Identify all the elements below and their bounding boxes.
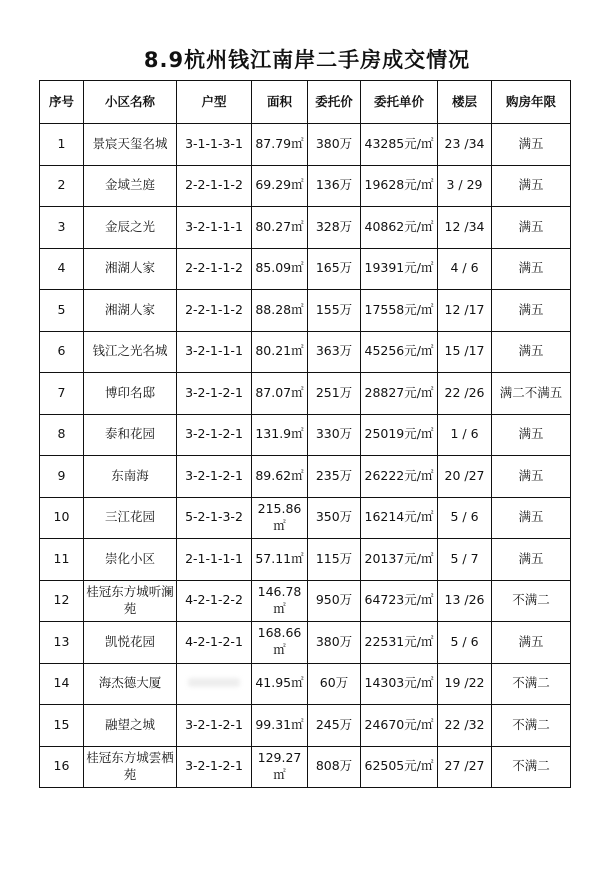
- cell-floor: 1 / 6: [438, 414, 492, 456]
- cell-floor: 12 /34: [438, 207, 492, 249]
- cell-price: 115万: [308, 539, 361, 581]
- cell-unit-price: 43285元/㎡: [361, 124, 438, 166]
- cell-layout: 3-2-1-2-1: [177, 414, 252, 456]
- cell-unit-price: 26222元/㎡: [361, 456, 438, 498]
- cell-unit-price: 45256元/㎡: [361, 331, 438, 373]
- cell-unit-price: 19628元/㎡: [361, 165, 438, 207]
- cell-price: 165万: [308, 248, 361, 290]
- cell-serial: 11: [40, 539, 84, 581]
- cell-community: 海杰德大厦: [84, 663, 177, 705]
- table-row: [40, 124, 571, 166]
- column-header-community: 小区名称: [84, 81, 177, 124]
- cell-layout: 2-1-1-1-1: [177, 539, 252, 581]
- cell-price: 380万: [308, 622, 361, 664]
- cell-layout: 3-2-1-2-1: [177, 705, 252, 747]
- cell-serial: 8: [40, 414, 84, 456]
- cell-area: 89.62㎡: [252, 456, 308, 498]
- table-row: [40, 207, 571, 249]
- cell-unit-price: 25019元/㎡: [361, 414, 438, 456]
- cell-holding-years: 满五: [492, 456, 571, 498]
- cell-floor: 22 /32: [438, 705, 492, 747]
- cell-floor: 5 / 7: [438, 539, 492, 581]
- table-row: [40, 248, 571, 290]
- cell-floor: 5 / 6: [438, 497, 492, 539]
- cell-area: 85.09㎡: [252, 248, 308, 290]
- cell-community: 泰和花园: [84, 414, 177, 456]
- cell-price: 363万: [308, 331, 361, 373]
- cell-unit-price: 64723元/㎡: [361, 580, 438, 622]
- cell-community: 东南海: [84, 456, 177, 498]
- cell-area: 168.66㎡: [252, 622, 308, 664]
- table-row: [40, 539, 571, 581]
- cell-serial: 14: [40, 663, 84, 705]
- cell-price: 808万: [308, 746, 361, 788]
- cell-community: 桂冠东方城听澜苑: [84, 580, 177, 622]
- cell-layout: 2-2-1-1-2: [177, 248, 252, 290]
- cell-price: 330万: [308, 414, 361, 456]
- table-row: [40, 165, 571, 207]
- cell-layout: 3-1-1-3-1: [177, 124, 252, 166]
- cell-price: 136万: [308, 165, 361, 207]
- cell-floor: 22 /26: [438, 373, 492, 415]
- cell-holding-years: 不满二: [492, 746, 571, 788]
- cell-serial: 13: [40, 622, 84, 664]
- cell-community: 融望之城: [84, 705, 177, 747]
- column-header-price: 委托价: [308, 81, 361, 124]
- cell-holding-years: 满五: [492, 331, 571, 373]
- cell-price: 245万: [308, 705, 361, 747]
- cell-unit-price: 24670元/㎡: [361, 705, 438, 747]
- table-row: [40, 622, 571, 664]
- column-header-unit-price: 委托单价: [361, 81, 438, 124]
- table-header-row: [40, 81, 571, 124]
- cell-area: 215.86㎡: [252, 497, 308, 539]
- cell-serial: 3: [40, 207, 84, 249]
- table-row: [40, 290, 571, 332]
- cell-unit-price: 62505元/㎡: [361, 746, 438, 788]
- column-header-floor: 楼层: [438, 81, 492, 124]
- cell-area: 129.27㎡: [252, 746, 308, 788]
- cell-unit-price: 19391元/㎡: [361, 248, 438, 290]
- cell-community: 三江花园: [84, 497, 177, 539]
- cell-holding-years: 满五: [492, 290, 571, 332]
- cell-layout: 3-2-1-2-1: [177, 456, 252, 498]
- cell-community: 金辰之光: [84, 207, 177, 249]
- cell-floor: 12 /17: [438, 290, 492, 332]
- column-header-area: 面积: [252, 81, 308, 124]
- cell-area: 88.28㎡: [252, 290, 308, 332]
- cell-floor: 4 / 6: [438, 248, 492, 290]
- cell-layout: 2-2-1-1-2: [177, 290, 252, 332]
- cell-layout: 3-2-1-1-1: [177, 207, 252, 249]
- cell-area: 146.78㎡: [252, 580, 308, 622]
- cell-community: 金域兰庭: [84, 165, 177, 207]
- cell-serial: 15: [40, 705, 84, 747]
- cell-unit-price: 22531元/㎡: [361, 622, 438, 664]
- cell-price: 350万: [308, 497, 361, 539]
- cell-serial: 2: [40, 165, 84, 207]
- cell-community: 湘湖人家: [84, 248, 177, 290]
- cell-community: 凯悦花园: [84, 622, 177, 664]
- cell-serial: 10: [40, 497, 84, 539]
- cell-area: 87.07㎡: [252, 373, 308, 415]
- cell-floor: 27 /27: [438, 746, 492, 788]
- cell-area: 80.27㎡: [252, 207, 308, 249]
- cell-holding-years: 不满二: [492, 580, 571, 622]
- cell-price: 251万: [308, 373, 361, 415]
- cell-community: 钱江之光名城: [84, 331, 177, 373]
- cell-area: 41.95㎡: [252, 663, 308, 705]
- cell-serial: 5: [40, 290, 84, 332]
- cell-price: 155万: [308, 290, 361, 332]
- table-row: [40, 580, 571, 622]
- cell-price: 235万: [308, 456, 361, 498]
- cell-floor: 23 /34: [438, 124, 492, 166]
- cell-holding-years: 满五: [492, 539, 571, 581]
- cell-area: 131.9㎡: [252, 414, 308, 456]
- cell-layout: 3-2-1-2-1: [177, 373, 252, 415]
- column-header-serial: 序号: [40, 81, 84, 124]
- cell-floor: 13 /26: [438, 580, 492, 622]
- cell-price: 380万: [308, 124, 361, 166]
- table-row: [40, 331, 571, 373]
- redacted-value: [188, 678, 240, 687]
- cell-price: 328万: [308, 207, 361, 249]
- cell-serial: 4: [40, 248, 84, 290]
- cell-holding-years: 满五: [492, 414, 571, 456]
- cell-area: 80.21㎡: [252, 331, 308, 373]
- cell-layout: 4-2-1-2-2: [177, 580, 252, 622]
- cell-community: 桂冠东方城雲栖苑: [84, 746, 177, 788]
- cell-community: 景宸天玺名城: [84, 124, 177, 166]
- cell-holding-years: 满五: [492, 124, 571, 166]
- cell-price: 60万: [308, 663, 361, 705]
- cell-price: 950万: [308, 580, 361, 622]
- cell-community: 博印名邸: [84, 373, 177, 415]
- cell-serial: 12: [40, 580, 84, 622]
- column-header-holding-years: 购房年限: [492, 81, 571, 124]
- cell-community: 崇化小区: [84, 539, 177, 581]
- column-header-layout: 户型: [177, 81, 252, 124]
- cell-serial: 6: [40, 331, 84, 373]
- cell-unit-price: 16214元/㎡: [361, 497, 438, 539]
- cell-holding-years: 满五: [492, 165, 571, 207]
- cell-area: 87.79㎡: [252, 124, 308, 166]
- cell-holding-years: 不满二: [492, 705, 571, 747]
- table-row: [40, 456, 571, 498]
- page-title: 8.9杭州钱江南岸二手房成交情况: [143, 48, 471, 72]
- cell-holding-years: 不满二: [492, 663, 571, 705]
- cell-holding-years: 满五: [492, 248, 571, 290]
- table-row: [40, 497, 571, 539]
- table-row: [40, 705, 571, 747]
- cell-area: 57.11㎡: [252, 539, 308, 581]
- cell-layout: 4-2-1-2-1: [177, 622, 252, 664]
- cell-layout: 3-2-1-2-1: [177, 746, 252, 788]
- cell-holding-years: 满五: [492, 207, 571, 249]
- cell-serial: 7: [40, 373, 84, 415]
- cell-unit-price: 28827元/㎡: [361, 373, 438, 415]
- cell-floor: 5 / 6: [438, 622, 492, 664]
- table-row: [40, 663, 571, 705]
- cell-unit-price: 14303元/㎡: [361, 663, 438, 705]
- table-body: [40, 124, 571, 788]
- table-row: [40, 373, 571, 415]
- cell-floor: 15 /17: [438, 331, 492, 373]
- cell-area: 69.29㎡: [252, 165, 308, 207]
- cell-floor: 20 /27: [438, 456, 492, 498]
- cell-serial: 9: [40, 456, 84, 498]
- cell-serial: 1: [40, 124, 84, 166]
- cell-layout: 2-2-1-1-2: [177, 165, 252, 207]
- transactions-table: [39, 80, 571, 788]
- cell-serial: 16: [40, 746, 84, 788]
- cell-holding-years: 满五: [492, 622, 571, 664]
- cell-area: 99.31㎡: [252, 705, 308, 747]
- cell-unit-price: 40862元/㎡: [361, 207, 438, 249]
- cell-unit-price: 17558元/㎡: [361, 290, 438, 332]
- cell-floor: 3 / 29: [438, 165, 492, 207]
- cell-unit-price: 20137元/㎡: [361, 539, 438, 581]
- cell-holding-years: 满二不满五: [492, 373, 571, 415]
- cell-holding-years: 满五: [492, 497, 571, 539]
- table-row: [40, 414, 571, 456]
- cell-layout: [177, 663, 252, 705]
- table-row: [40, 746, 571, 788]
- cell-layout: 3-2-1-1-1: [177, 331, 252, 373]
- cell-layout: 5-2-1-3-2: [177, 497, 252, 539]
- cell-floor: 19 /22: [438, 663, 492, 705]
- cell-community: 湘湖人家: [84, 290, 177, 332]
